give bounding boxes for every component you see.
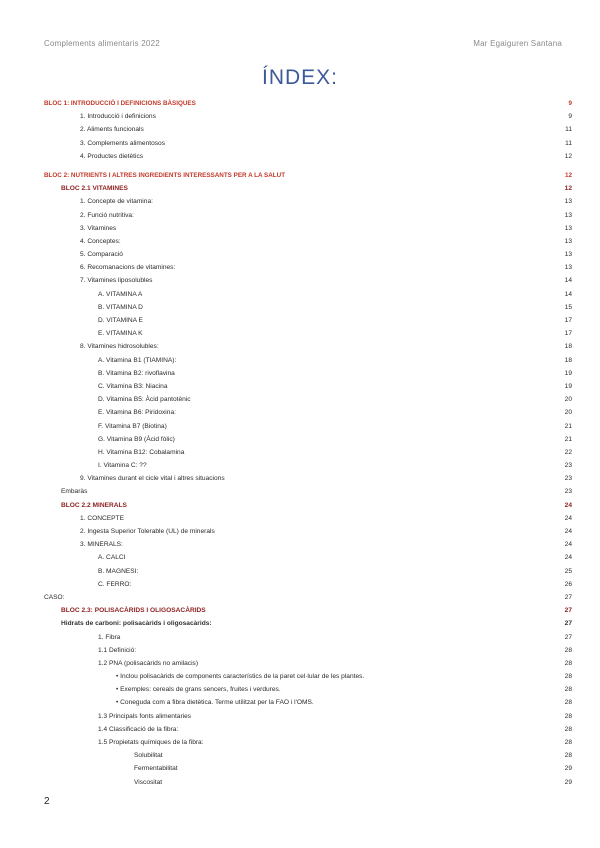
toc-entry-title: E. Vitamina B6: Piridoxina:	[98, 409, 176, 417]
table-of-contents	[44, 97, 572, 789]
toc-entry[interactable]	[44, 182, 572, 195]
toc-entry[interactable]	[44, 459, 572, 472]
toc-entry-title: H. Vitamina B12: Cobalamina	[98, 448, 185, 456]
toc-entry-page: 14	[564, 277, 572, 285]
toc-entry-title: A. Vitamina B1 (TIAMINA):	[98, 356, 177, 364]
toc-entry[interactable]	[44, 288, 572, 301]
toc-entry-title: • Inclou polisacàrids de components característics de la paret cel·lular de les plantes.	[116, 673, 365, 681]
toc-entry-title: 1. CONCEPTE	[80, 514, 124, 522]
toc-entry-page: 13	[564, 251, 572, 259]
toc-entry[interactable]	[44, 723, 572, 736]
toc-entry-page: 27	[564, 633, 572, 641]
toc-entry-title: C. FERRO:	[98, 580, 132, 588]
toc-entry-title: E. VITAMINA K	[98, 330, 143, 338]
toc-entry-title: C. Vitamina B3: Niacina	[98, 382, 168, 390]
toc-entry[interactable]	[44, 110, 572, 123]
toc-entry[interactable]	[44, 261, 572, 274]
toc-entry-page: 12	[564, 152, 572, 160]
toc-entry-page: 28	[564, 752, 572, 760]
toc-entry[interactable]	[44, 406, 572, 419]
toc-entry-title: 5. Comparació	[80, 251, 123, 259]
toc-entry-title: Viscositat	[134, 778, 163, 786]
toc-entry[interactable]	[44, 710, 572, 723]
toc-entry[interactable]	[44, 631, 572, 644]
toc-entry[interactable]	[44, 274, 572, 287]
toc-entry-page: 13	[564, 237, 572, 245]
toc-entry-title: Hidrats de carboni: polisacàrids i oligosacàrids:	[61, 620, 212, 628]
toc-entry-title: 3. MINERALS:	[80, 541, 123, 549]
toc-entry[interactable]	[44, 420, 572, 433]
toc-entry-page: 15	[564, 303, 572, 311]
toc-entry[interactable]	[44, 169, 572, 182]
toc-entry-title: G. Vitamina B9 (Àcid fòlic)	[98, 435, 175, 443]
toc-entry-title: D. VITAMINA E	[98, 317, 143, 324]
toc-entry-title: 1. Concepte de vitamina:	[80, 198, 153, 206]
toc-entry[interactable]	[44, 736, 572, 749]
toc-entry[interactable]	[44, 209, 572, 222]
toc-entry-title: 7. Vitamines liposolubles	[80, 277, 153, 285]
toc-entry-title: 3. Complements alimentosos	[80, 139, 166, 147]
toc-entry-page: 27	[564, 620, 572, 628]
toc-entry-page: 24	[564, 541, 572, 549]
toc-entry-page: 22	[564, 448, 572, 456]
toc-entry[interactable]	[44, 512, 572, 525]
toc-entry-page: 13	[564, 211, 572, 219]
toc-entry[interactable]	[44, 538, 572, 551]
toc-entry[interactable]	[44, 195, 572, 208]
toc-entry-title: 1.2 PNA (polisacàrids no amilacis)	[98, 659, 199, 667]
toc-entry-title: 8. Vitamines hidrosolubles:	[80, 343, 159, 351]
toc-entry[interactable]	[44, 327, 572, 340]
toc-entry[interactable]	[44, 97, 572, 110]
toc-entry-title: 4. Productes dietètics	[80, 152, 144, 160]
toc-entry-title: B. Vitamina B2: rivoflavina	[98, 369, 175, 377]
toc-entry-page: 13	[564, 224, 572, 232]
toc-entry-title: B. MAGNESI:	[98, 567, 139, 575]
toc-entry-title: I. Vitamina C: ??	[98, 462, 147, 470]
toc-entry[interactable]	[44, 617, 572, 630]
toc-entry[interactable]	[44, 762, 572, 775]
toc-entry[interactable]	[44, 150, 572, 163]
toc-entry-page: 9	[568, 100, 572, 107]
toc-entry-page: 21	[564, 422, 572, 430]
toc-entry-page: 25	[564, 567, 572, 575]
toc-entry[interactable]	[44, 749, 572, 762]
toc-entry-title: CASO:	[44, 593, 65, 601]
toc-entry[interactable]	[44, 367, 572, 380]
toc-entry-page: 23	[564, 462, 572, 470]
header-author: Mar Egaiguren Santana	[473, 39, 562, 48]
header-document-title: Complements alimentaris 2022	[44, 39, 160, 48]
toc-entry[interactable]	[44, 485, 572, 498]
toc-entry-title: Solubilitat	[134, 752, 163, 760]
toc-entry[interactable]	[44, 578, 572, 591]
toc-entry-page: 28	[564, 646, 572, 654]
toc-entry-title: 1. Fibra	[98, 633, 121, 641]
toc-entry-page: 19	[564, 382, 572, 390]
toc-entry[interactable]	[44, 354, 572, 367]
toc-entry-title: 1.3 Principals fonts alimentaries	[98, 712, 192, 720]
toc-entry[interactable]	[44, 248, 572, 261]
toc-entry-title: BLOC 2.2 MINERALS	[61, 501, 127, 509]
toc-entry[interactable]	[44, 670, 572, 683]
toc-entry-page: 20	[564, 396, 572, 404]
toc-entry-title: 1.5 Propietats químiques de la fibra:	[98, 739, 204, 746]
toc-entry-page: 28	[564, 673, 572, 681]
toc-entry[interactable]	[44, 776, 572, 789]
page-number: 2	[44, 796, 50, 807]
toc-entry[interactable]	[44, 591, 572, 604]
toc-entry-page: 28	[564, 699, 572, 707]
toc-entry-page: 28	[564, 712, 572, 720]
toc-entry-title: A. VITAMINA A	[98, 290, 143, 298]
toc-entry-page: 14	[564, 290, 572, 298]
toc-entry[interactable]	[44, 222, 572, 235]
toc-entry-page: 23	[564, 488, 572, 496]
toc-entry[interactable]	[44, 393, 572, 406]
toc-entry[interactable]	[44, 340, 572, 353]
toc-entry-page: 11	[565, 126, 572, 134]
toc-entry-page: 26	[564, 580, 572, 588]
toc-entry[interactable]	[44, 472, 572, 485]
toc-entry-title: Fermentabilitat	[134, 765, 178, 773]
toc-entry-page: 18	[564, 343, 572, 351]
toc-entry-page: 29	[564, 778, 572, 786]
toc-entry[interactable]	[44, 235, 572, 248]
toc-entry-page: 29	[564, 765, 572, 773]
toc-entry-title: 2. Aliments funcionals	[80, 126, 144, 134]
toc-entry[interactable]	[44, 683, 572, 696]
toc-entry-title: B. VITAMINA D	[98, 303, 143, 311]
toc-entry[interactable]	[44, 696, 572, 709]
toc-entry-title: 4. Conceptes:	[80, 237, 121, 245]
toc-entry-page: 28	[564, 686, 572, 694]
toc-entry-title: F. Vitamina B7 (Biotina)	[98, 422, 167, 430]
toc-entry-page: 24	[564, 528, 572, 535]
toc-entry-title: 1. Introducció i definicions	[80, 113, 156, 121]
toc-entry-page: 9	[568, 113, 572, 121]
toc-entry-page: 19	[564, 369, 572, 377]
toc-entry-title: BLOC 2.1 VITAMINES	[61, 185, 128, 193]
toc-entry-title: BLOC 2: NUTRIENTS I ALTRES INGREDIENTS INTERESSANTS PER A LA SALUT	[44, 171, 286, 179]
toc-entry-page: 13	[564, 264, 572, 272]
toc-entry-page: 12	[564, 171, 572, 179]
toc-entry[interactable]	[44, 604, 572, 617]
toc-entry-title: 2. Funció nutritiva:	[80, 211, 134, 219]
toc-entry-page: 11	[565, 139, 572, 147]
toc-entry-title: Embaràs	[61, 488, 88, 496]
toc-entry[interactable]	[44, 433, 572, 446]
toc-entry-page: 24	[564, 554, 572, 562]
toc-entry[interactable]	[44, 499, 572, 512]
toc-entry-title: 6. Recomanacions de vitamines:	[80, 264, 176, 272]
toc-entry[interactable]	[44, 551, 572, 564]
toc-entry-page: 17	[564, 317, 572, 324]
toc-entry[interactable]	[44, 301, 572, 314]
toc-entry[interactable]	[44, 657, 572, 670]
toc-entry-title: 3. Vitamines	[80, 224, 117, 232]
toc-entry-title: BLOC 2.3: POLISACÀRIDS I OLIGOSACÀRIDS	[61, 607, 206, 615]
toc-entry-page: 27	[564, 607, 572, 615]
toc-entry[interactable]	[44, 123, 572, 136]
toc-entry[interactable]	[44, 137, 572, 150]
toc-entry-page: 28	[564, 739, 572, 746]
toc-entry[interactable]	[44, 380, 572, 393]
toc-entry-title: 2. Ingesta Superior Tolerable (UL) de minerals	[80, 528, 215, 535]
page-title: ÍNDEX:	[261, 66, 338, 89]
toc-entry-title: D. Vitamina B5: Àcid pantotènic	[98, 396, 191, 404]
toc-entry-page: 20	[564, 409, 572, 417]
toc-entry-title: 1.1 Definició:	[98, 646, 137, 654]
toc-entry-title: 9. Vitamines durant el cicle vital i altres situacions	[80, 475, 225, 483]
toc-entry-page: 24	[564, 514, 572, 522]
toc-entry-title: A. CALCI	[98, 554, 126, 562]
toc-entry[interactable]	[44, 314, 572, 327]
toc-entry-page: 27	[564, 593, 572, 601]
toc-entry-title: • Exemples: cereals de grans sencers, fruites i verdures.	[116, 686, 281, 694]
toc-entry-page: 18	[564, 356, 572, 364]
toc-entry-title: 1.4 Classificació de la fibra:	[98, 725, 179, 733]
toc-entry-page: 24	[564, 501, 572, 509]
toc-entry[interactable]	[44, 446, 572, 459]
toc-entry-page: 21	[564, 435, 572, 443]
toc-entry[interactable]	[44, 525, 572, 538]
toc-entry-page: 28	[564, 725, 572, 733]
toc-entry-page: 12	[564, 185, 572, 193]
toc-entry-title: BLOC 1: INTRODUCCIÓ I DEFINICIONS BÀSIQUES	[44, 100, 196, 107]
toc-entry[interactable]	[44, 644, 572, 657]
toc-entry-page: 17	[564, 330, 572, 338]
toc-entry-page: 23	[564, 475, 572, 483]
toc-entry[interactable]	[44, 565, 572, 578]
toc-entry-page: 28	[564, 659, 572, 667]
toc-entry-title: • Coneguda com a fibra dietètica. Terme utilitzat per la FAO i l'OMS.	[116, 699, 314, 707]
toc-entry-page: 13	[564, 198, 572, 206]
